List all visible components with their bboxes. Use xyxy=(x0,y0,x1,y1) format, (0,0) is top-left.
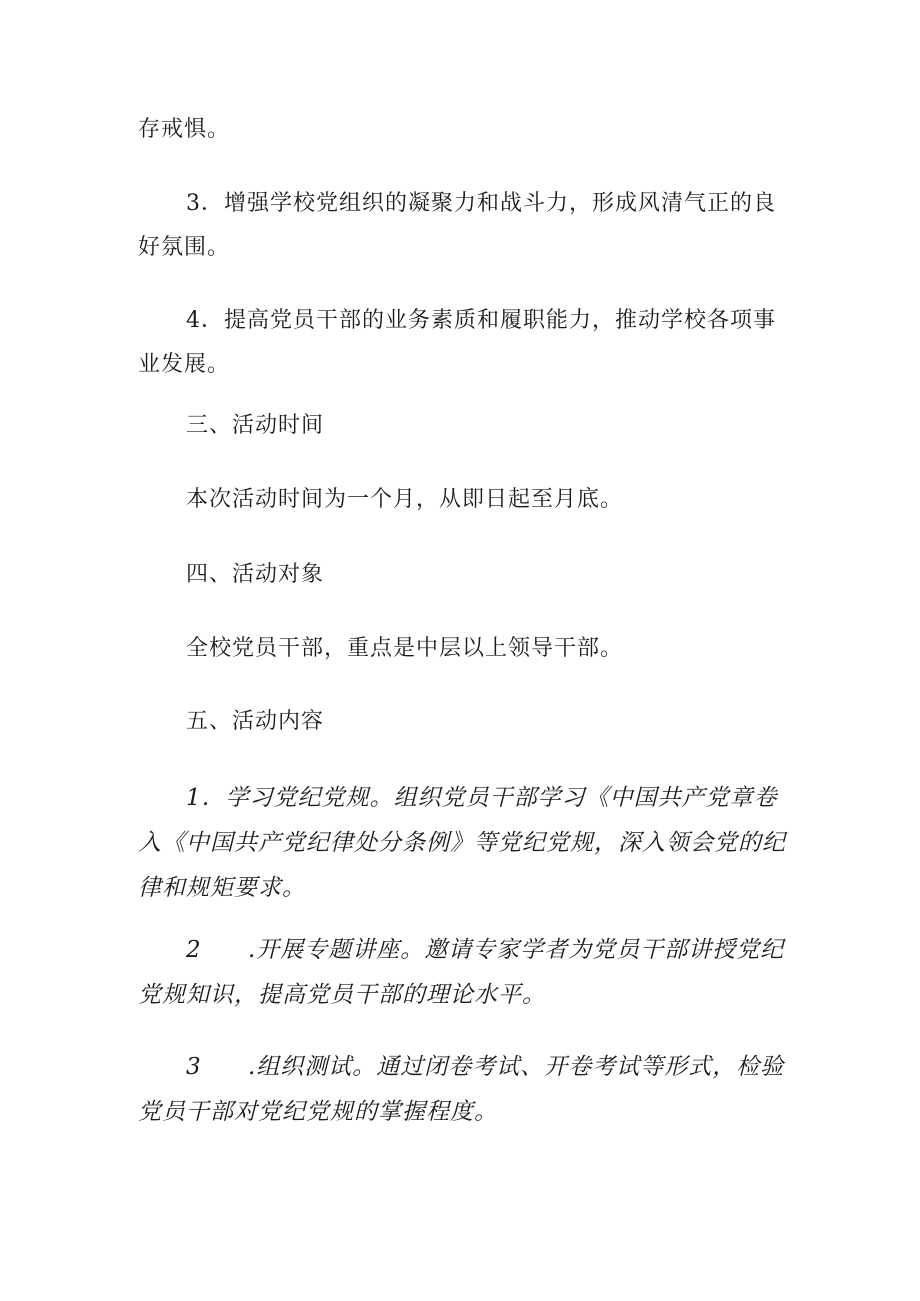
paragraph-content-2 xyxy=(138,928,788,1018)
section-heading-target: 四、活动对象 xyxy=(186,562,325,587)
paragraph-target: 全校党员干部，重点是中层以上领导干部。 xyxy=(186,636,624,661)
paragraph-goal-3: 3．增强学校党组织的凝聚力和战斗力，形成风清气正的良好氛围。 xyxy=(138,191,776,260)
paragraph-content-3 xyxy=(138,1045,788,1135)
item-number: 2 xyxy=(186,937,202,963)
item-text: .开展专题讲座。邀请专家学者为党员干部讲授党纪党规知识，提高党员干部的理论水平。 xyxy=(138,937,785,1008)
paragraph-content-1: 1．学习党纪党规。组织党员干部学习《中国共产党章卷入《中国共产党纪律处分条例》等党纪党规，深入领会党的纪律和规矩要求。 xyxy=(138,785,786,901)
paragraph-time: 本次活动时间为一个月，从即日起至月底。 xyxy=(186,487,624,512)
item-text: .组织测试。通过闭卷考试、开卷考试等形式，检验党员干部对党纪党规的掌握程度。 xyxy=(138,1054,785,1125)
item-number: 3 xyxy=(186,1054,202,1080)
section-heading-content: 五、活动内容 xyxy=(186,709,325,734)
paragraph-goal-4: 4．提高党员干部的业务素质和履职能力，推动学校各项事业发展。 xyxy=(138,308,776,377)
section-heading-time: 三、活动时间 xyxy=(186,413,325,438)
paragraph-continuation: 存戒惧。 xyxy=(138,117,231,142)
